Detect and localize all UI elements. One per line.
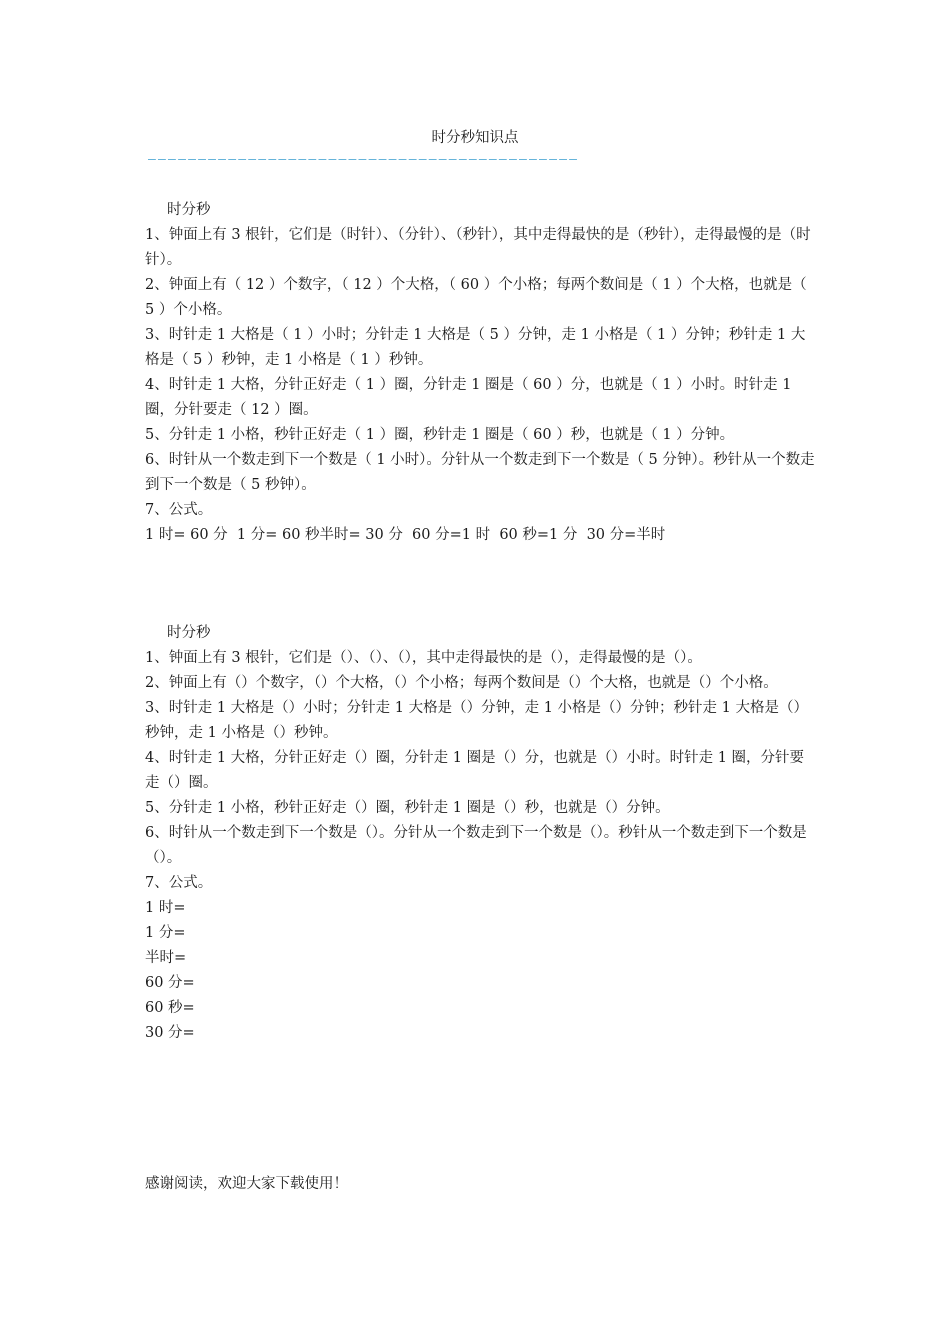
answer-line-6: 6、时针从一个数走到下一个数是（ 1 小时）。分针从一个数走到下一个数是（ 5 分钟）。秒针从一个数走到下一个数是（ 5 秒钟）。 (145, 452, 815, 493)
title-divider: ——————————————————————————————————————————— (148, 152, 580, 167)
closing-note: 感谢阅读，欢迎大家下载使用！ (145, 1176, 348, 1192)
answer-line-2: 2、钟面上有（ 12 ）个数字，（ 12 ）个大格，（ 60 ）个小格；每两个数间是（ 1 ）个大格，也就是（ 5 ）个小格。 (145, 277, 812, 318)
formula-blank-2: 1 分= (145, 925, 186, 941)
exercise-line-3: 3、时针走 1 大格是（）小时；分针走 1 大格是（）分钟，走 1 小格是（）分钟；秒针走 1 大格是（）秒钟，走 1 小格是（）秒钟。 (145, 700, 808, 741)
exercise-line-5: 5、分针走 1 小格，秒针正好走（）圈，秒针走 1 圈是（）秒，也就是（）分钟。 (145, 800, 670, 816)
formula-blank-4: 60 分= (145, 975, 195, 991)
formula-blank-5: 60 秒= (145, 1000, 195, 1016)
document-title: 时分秒知识点 (431, 130, 519, 146)
section-heading: 时分秒 (167, 625, 211, 641)
exercise-section (145, 621, 817, 1046)
answer-line-1: 1、钟面上有 3 根针，它们是（时针）、（分针）、（秒针），其中走得最快的是（秒针），走得最慢的是（时针）。 (145, 227, 811, 268)
exercise-line-4: 4、时针走 1 大格，分针正好走（）圈，分针走 1 圈是（）分，也就是（）小时。时针走 1 圈，分针要走（）圈。 (145, 750, 805, 791)
answer-line-3: 3、时针走 1 大格是（ 1 ）小时；分针走 1 大格是（ 5 ）分钟，走 1 小格是（ 1 ）分钟；秒针走 1 大格是（ 5 ）秒钟，走 1 小格是（ 1 ）秒钟。 (145, 327, 806, 368)
section-heading: 时分秒 (167, 202, 211, 218)
answer-line-4: 4、时针走 1 大格，分针正好走（ 1 ）圈，分针走 1 圈是（ 60 ）分，也就是（ 1 ）小时。时针走 1 圈，分针要走（ 12 ）圈。 (145, 377, 797, 418)
answer-line-7: 7、公式。 (145, 502, 213, 518)
exercise-line-2: 2、钟面上有（）个数字，（）个大格，（）个小格；每两个数间是（）个大格，也就是（）个小格。 (145, 675, 778, 691)
formula-blank-6: 30 分= (145, 1025, 195, 1041)
formula-blank-3: 半时= (145, 950, 187, 966)
exercise-line-1: 1、钟面上有 3 根针，它们是（）、（）、（），其中走得最快的是（），走得最慢的是（）。 (145, 650, 702, 666)
exercise-line-7: 7、公式。 (145, 875, 213, 891)
formula-blank-1: 1 时= (145, 900, 186, 916)
answer-line-5: 5、分针走 1 小格，秒针正好走（ 1 ）圈，秒针走 1 圈是（ 60 ）秒，也就是（ 1 ）分钟。 (145, 427, 735, 443)
formula-line: 1 时= 60 分 1 分= 60 秒半时= 30 分 60 分=1 时 60 秒=1 分 30 分=半时 (145, 527, 666, 543)
answer-section (145, 198, 817, 548)
exercise-line-6: 6、时针从一个数走到下一个数是（）。分针从一个数走到下一个数是（）。秒针从一个数走到下一个数是（）。 (145, 825, 807, 866)
